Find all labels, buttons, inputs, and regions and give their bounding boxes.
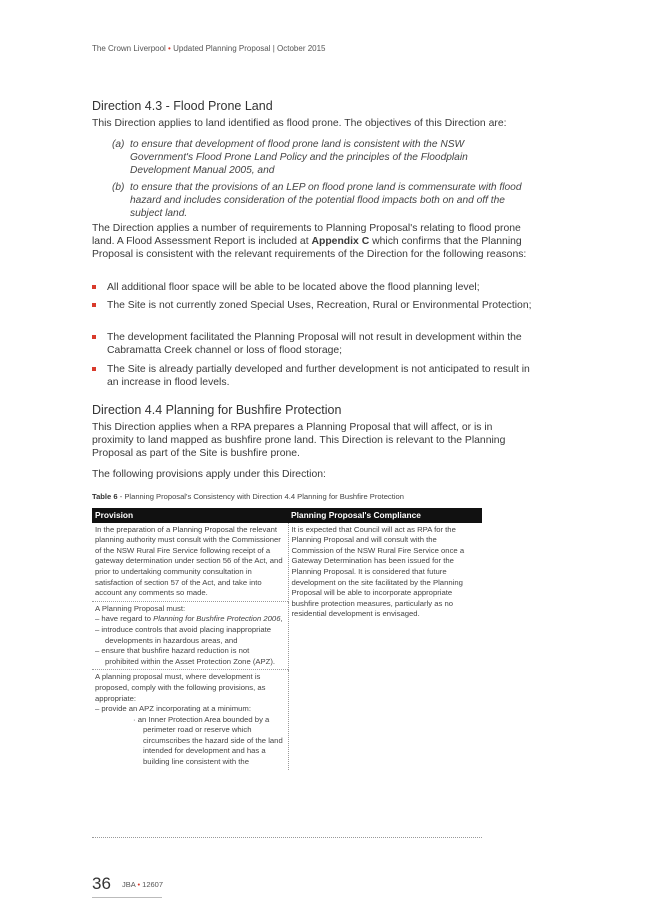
objective-a-text: to ensure that development of flood prone land is consistent with the NSW Government's Flood Prone Land Policy and the principles of the Floodplain Development Manual 2005, and bbox=[130, 139, 468, 176]
list-item-text: The Site is already partially developed and further development is not anticipated to result in an increase in flood levels. bbox=[107, 364, 530, 389]
direction-4-3-body bbox=[92, 222, 532, 262]
objective-b-text: to ensure that the provisions of an LEP on flood prone land is commensurate with flood hazard and includes consideration of the potential flood impacts both on and off the subject land. bbox=[130, 182, 522, 219]
provision-cell bbox=[92, 670, 288, 770]
header-title: The Crown Liverpool bbox=[92, 44, 166, 53]
direction-4-3-intro: This Direction applies to land identified as flood prone. The objectives of this Direction are: bbox=[92, 118, 507, 129]
direction-4-4-intro: This Direction applies when a RPA prepares a Planning Proposal that will affect, or is in proximity to land mapped as bushfire prone land. This Direction is relevant to the Planning Proposal as part of the Site is bushfire prone. bbox=[92, 422, 506, 460]
footer-rule bbox=[92, 897, 162, 898]
bullet-square-icon bbox=[92, 285, 96, 289]
running-header bbox=[92, 44, 326, 53]
list-text: – have regard to bbox=[95, 614, 154, 624]
table-bottom-rule bbox=[92, 837, 482, 838]
body-text-end: which confirms that the Planning Proposal is consistent with the relevant requirements of the Direction for the following reasons: bbox=[92, 236, 527, 261]
heading-direction-4-3: Direction 4.3 - Flood Prone Land bbox=[92, 99, 273, 113]
footer-separator: • bbox=[137, 880, 141, 889]
provision-heading: A Planning Proposal must: bbox=[95, 603, 186, 613]
appendix-reference: Appendix C bbox=[311, 236, 370, 248]
list-text-end: , bbox=[280, 614, 283, 624]
list-item-text: The Site is not currently zoned Special Uses, Recreation, Rural or Environmental Protection; bbox=[107, 300, 532, 311]
provision-heading: A planning proposal must, where development is proposed, comply with the following provisions, as appropriate: bbox=[95, 672, 266, 703]
objective-b bbox=[112, 181, 527, 221]
page-number: 36 bbox=[92, 874, 111, 893]
footer-org: JBA bbox=[122, 880, 136, 889]
table-row bbox=[92, 523, 482, 602]
bullet-square-icon bbox=[92, 367, 96, 371]
compliance-cell: It is expected that Council will act as RPA for the Planning Proposal and will consult with the Commission of the NSW Rural Fire Service once a Gateway Determination has been issued for the Planning Proposal. It is considered that future development on the site facilitated by the Planning Proposal will be able to incorporate appropriate bushfire protection measures, particularly as no residential development is envisaged. bbox=[291, 524, 465, 619]
provision-list-item bbox=[95, 614, 285, 625]
column-header-compliance: Planning Proposal's Compliance bbox=[288, 508, 482, 523]
provision-cell bbox=[92, 601, 288, 670]
document-reference: Planning for Bushfire Protection 2006 bbox=[153, 614, 281, 624]
body-text-start: The Direction applies a number of requirements to Planning Proposal's relating to flood prone land. A Flood Assessment Report is included at bbox=[92, 223, 521, 248]
provisions-intro: The following provisions apply under this Direction: bbox=[92, 469, 326, 480]
column-header-provision: Provision bbox=[92, 508, 288, 523]
bullet-square-icon bbox=[92, 335, 96, 339]
header-subtitle: Updated Planning Proposal | October 2015 bbox=[173, 44, 326, 53]
objective-a-label: (a) bbox=[112, 139, 125, 150]
provision-cell: In the preparation of a Planning Proposal the relevant planning authority must consult with the Commissioner of the NSW Rural Fire Service following receipt of a gateway determination under section 56 of the Act, and prior to undertaking community consultation in satisfaction of section 57 of the Act, and take into account any comments so made. bbox=[92, 523, 288, 602]
footer-project-number: 12607 bbox=[142, 880, 164, 889]
footer-reference bbox=[122, 880, 163, 889]
table-header-row bbox=[92, 508, 482, 523]
provision-list-item: – ensure that bushfire hazard reduction is not prohibited within the Asset Protection Zone (APZ). bbox=[95, 646, 276, 666]
bullet-square-icon bbox=[92, 303, 96, 307]
provision-list-item: – provide an APZ incorporating at a minimum: bbox=[95, 704, 251, 714]
table-caption bbox=[92, 492, 404, 501]
heading-direction-4-4: Direction 4.4 Planning for Bushfire Protection bbox=[92, 403, 342, 417]
provision-list-item: – introduce controls that avoid placing inappropriate developments in hazardous areas, and bbox=[95, 624, 272, 645]
provisions-table bbox=[92, 508, 482, 770]
list-item-text: The development facilitated the Planning Proposal will not result in development within the Cabramatta Creek channel or loss of flood storage; bbox=[107, 332, 522, 357]
table-caption-label: Table 6 bbox=[92, 492, 118, 501]
provision-sub-item: · an Inner Protection Area bounded by a perimeter road or reserve which circumscribes the hazard side of the land intended for development and has a building line consistent with the bbox=[133, 714, 283, 767]
table-caption-text: - Planning Proposal's Consistency with Direction 4.4 Planning for Bushfire Protection bbox=[117, 492, 404, 501]
page-footer bbox=[92, 874, 164, 894]
list-item-text: All additional floor space will be able to be located above the flood planning level; bbox=[107, 282, 480, 293]
header-separator: • bbox=[168, 44, 171, 53]
objective-b-label: (b) bbox=[112, 182, 125, 193]
objective-a bbox=[112, 138, 527, 178]
